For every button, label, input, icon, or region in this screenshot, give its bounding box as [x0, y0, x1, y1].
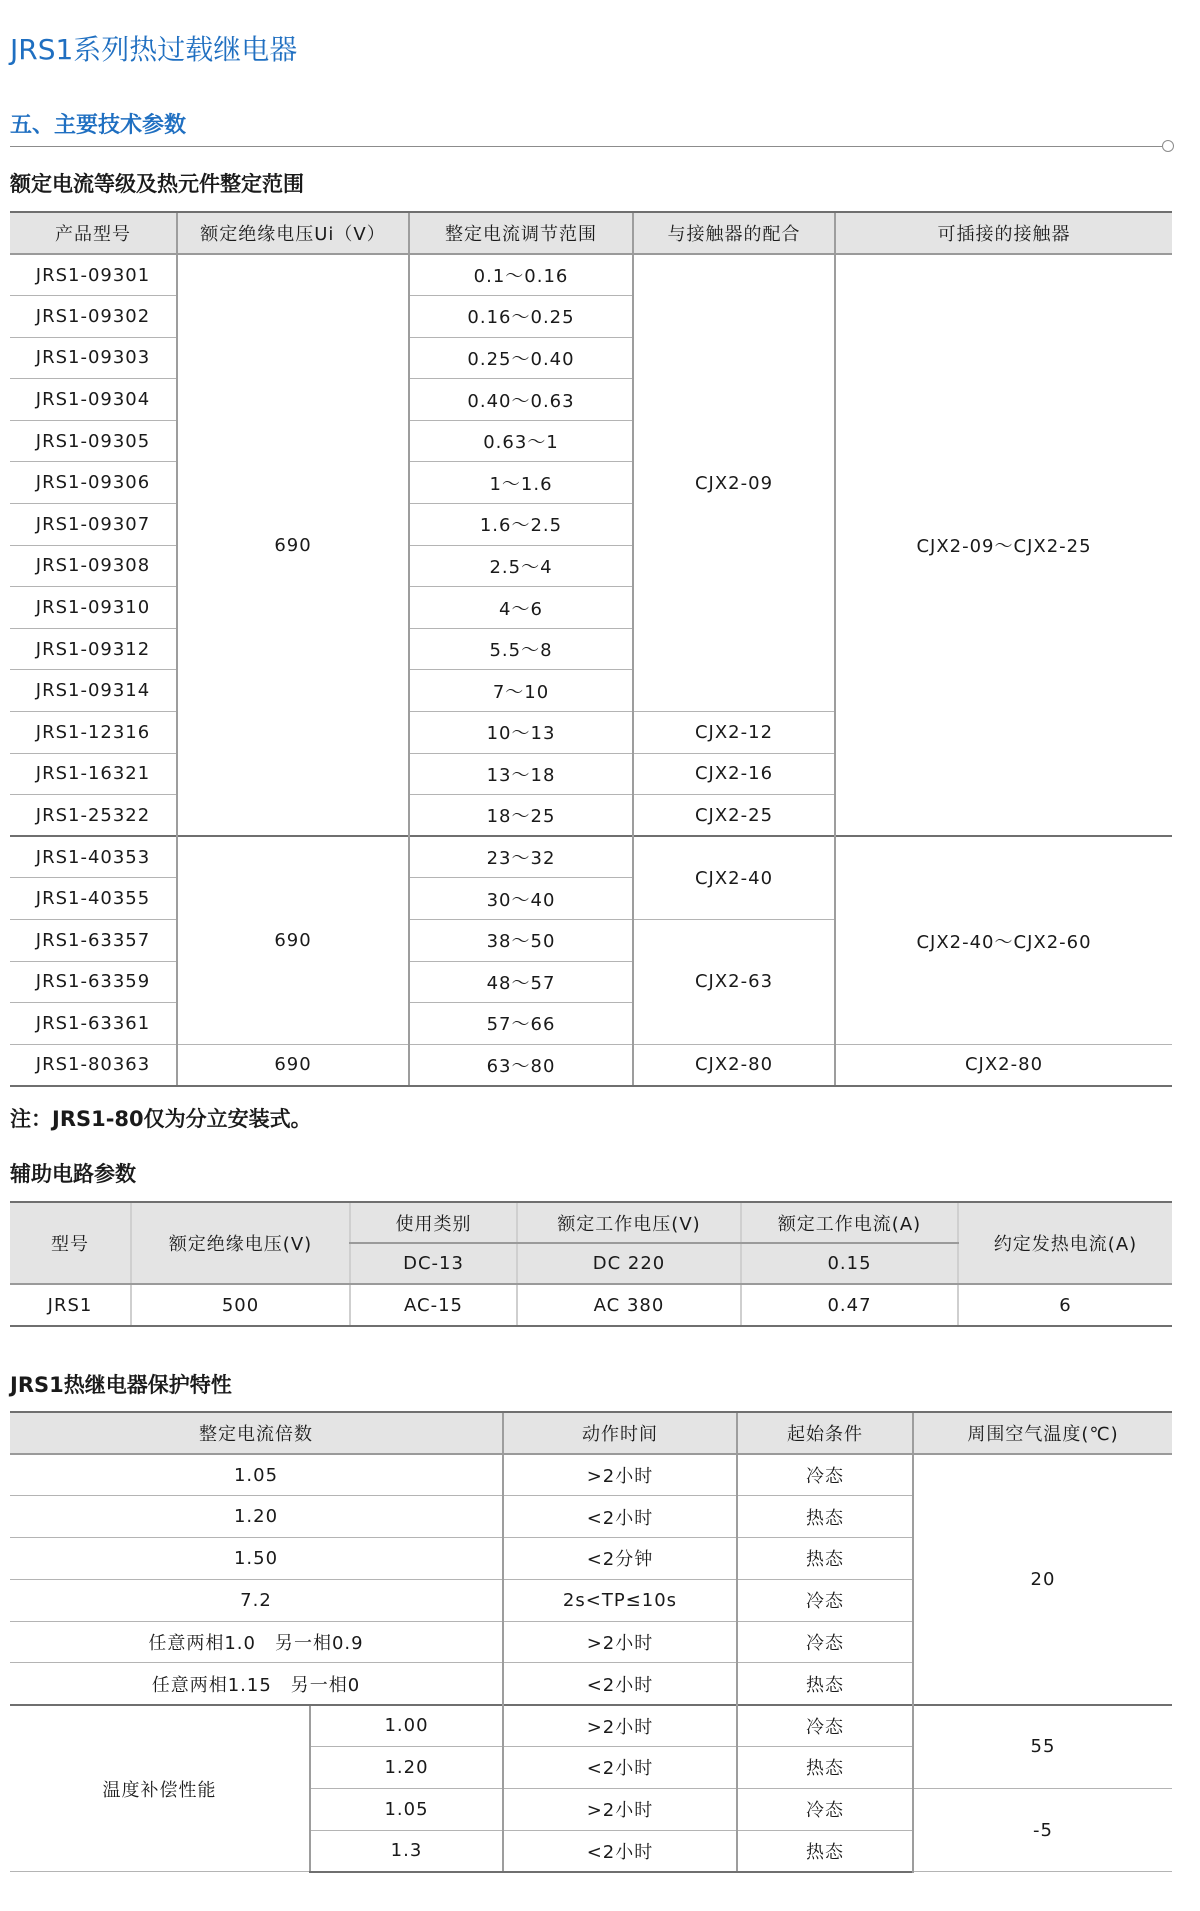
aux-header-work-current: 额定工作电流(A)	[741, 1202, 958, 1243]
aux-circuit-table	[10, 1201, 1172, 1327]
model-cell: JRS1-80363	[10, 1044, 177, 1086]
prot-time-cell: <2小时	[503, 1663, 737, 1705]
page-title: JRS1系列热过载继电器	[10, 33, 298, 66]
aux-header-work-voltage: 额定工作电压(V)	[517, 1202, 741, 1243]
rating-table	[10, 211, 1172, 1087]
range-cell: 4～6	[409, 587, 633, 629]
range-cell: 0.63～1	[409, 420, 633, 462]
aux-ins-voltage-cell: 500	[131, 1284, 350, 1326]
range-cell: 2.5～4	[409, 545, 633, 587]
pluggable-cell: CJX2-09～CJX2-25	[835, 254, 1172, 836]
range-cell: 18～25	[409, 795, 633, 837]
prot-multiple-cell: 任意两相1.0 另一相0.9	[10, 1621, 503, 1663]
model-cell: JRS1-16321	[10, 753, 177, 795]
aux-heat-current-cell: 6	[958, 1284, 1172, 1326]
col-header-range: 整定电流调节范围	[409, 212, 633, 254]
range-cell: 10～13	[409, 712, 633, 754]
contactor-cell: CJX2-16	[633, 753, 835, 795]
range-cell: 23～32	[409, 836, 633, 878]
col-header-pluggable: 可插接的接触器	[835, 212, 1172, 254]
prot-multiple-cell: 1.3	[310, 1830, 503, 1872]
prot-multiple-cell: 1.20	[10, 1496, 503, 1538]
model-cell: JRS1-09306	[10, 462, 177, 504]
contactor-cell: CJX2-40	[633, 836, 835, 919]
prot-time-cell: 2s<TP≤10s	[503, 1579, 737, 1621]
prot-state-cell: 冷态	[737, 1621, 913, 1663]
model-cell: JRS1-09310	[10, 587, 177, 629]
prot-state-cell: 冷态	[737, 1788, 913, 1830]
range-cell: 0.40～0.63	[409, 379, 633, 421]
prot-header-time: 动作时间	[503, 1412, 737, 1454]
model-cell: JRS1-12316	[10, 712, 177, 754]
prot-state-cell: 热态	[737, 1538, 913, 1580]
prot-time-cell: >2小时	[503, 1621, 737, 1663]
col-header-voltage: 额定绝缘电压Ui（V）	[177, 212, 409, 254]
contactor-cell: CJX2-80	[633, 1044, 835, 1086]
model-cell: JRS1-09304	[10, 379, 177, 421]
model-cell: JRS1-09312	[10, 628, 177, 670]
range-cell: 1.6～2.5	[409, 504, 633, 546]
divider-end-circle-icon	[1162, 140, 1174, 152]
aux-dc-current: 0.15	[741, 1243, 958, 1284]
model-cell: JRS1-40355	[10, 878, 177, 920]
table3-title: JRS1热继电器保护特性	[10, 1373, 232, 1397]
model-cell: JRS1-09308	[10, 545, 177, 587]
aux-work-voltage-cell: AC 380	[517, 1284, 741, 1326]
aux-work-current-cell: 0.47	[741, 1284, 958, 1326]
prot-header-multiple: 整定电流倍数	[10, 1412, 503, 1454]
prot-time-cell: >2小时	[503, 1788, 737, 1830]
model-cell: JRS1-09303	[10, 337, 177, 379]
voltage-cell: 690	[177, 1044, 409, 1086]
prot-multiple-cell: 1.05	[10, 1454, 503, 1496]
range-cell: 5.5～8	[409, 628, 633, 670]
prot-time-cell: <2小时	[503, 1496, 737, 1538]
aux-header-model: 型号	[10, 1202, 131, 1284]
model-cell: JRS1-63357	[10, 920, 177, 962]
footnote: 注：JRS1-80仅为分立安装式。	[10, 1107, 312, 1131]
range-cell: 48～57	[409, 961, 633, 1003]
prot-multiple-cell: 任意两相1.15 另一相0	[10, 1663, 503, 1705]
aux-model-cell: JRS1	[10, 1284, 131, 1326]
range-cell: 1～1.6	[409, 462, 633, 504]
range-cell: 13～18	[409, 753, 633, 795]
protection-table	[10, 1411, 1172, 1873]
prot-state-cell: 热态	[737, 1496, 913, 1538]
model-cell: JRS1-25322	[10, 795, 177, 837]
model-cell: JRS1-09302	[10, 296, 177, 338]
section-divider	[10, 146, 1162, 147]
prot-state-cell: 冷态	[737, 1705, 913, 1747]
prot-time-cell: <2小时	[503, 1830, 737, 1872]
prot-state-cell: 冷态	[737, 1579, 913, 1621]
contactor-cell: CJX2-09	[633, 254, 835, 712]
prot-multiple-cell: 1.00	[310, 1705, 503, 1747]
range-cell: 0.25～0.40	[409, 337, 633, 379]
aux-header-category: 使用类别	[350, 1202, 517, 1243]
section-heading: 五、主要技术参数	[10, 113, 187, 138]
prot-time-cell: <2分钟	[503, 1538, 737, 1580]
model-cell: JRS1-63359	[10, 961, 177, 1003]
pluggable-cell: CJX2-40～CJX2-60	[835, 836, 1172, 1044]
aux-dc-category: DC-13	[350, 1243, 517, 1284]
range-cell: 0.16～0.25	[409, 296, 633, 338]
col-header-contactor: 与接触器的配合	[633, 212, 835, 254]
pluggable-cell: CJX2-80	[835, 1044, 1172, 1086]
aux-category-cell: AC-15	[350, 1284, 517, 1326]
model-cell: JRS1-09305	[10, 420, 177, 462]
table2-title: 辅助电路参数	[10, 1162, 136, 1186]
contactor-cell: CJX2-12	[633, 712, 835, 754]
prot-temp-cell: 55	[913, 1705, 1172, 1789]
prot-state-cell: 热态	[737, 1747, 913, 1789]
prot-time-cell: >2小时	[503, 1454, 737, 1496]
range-cell: 0.1～0.16	[409, 254, 633, 296]
voltage-cell: 690	[177, 836, 409, 1044]
prot-multiple-cell: 1.05	[310, 1788, 503, 1830]
range-cell: 57～66	[409, 1003, 633, 1045]
table1-title: 额定电流等级及热元件整定范围	[10, 172, 304, 196]
aux-header-heat-current: 约定发热电流(A)	[958, 1202, 1172, 1284]
prot-multiple-cell: 1.50	[10, 1538, 503, 1580]
prot-state-cell: 热态	[737, 1830, 913, 1872]
prot-state-cell: 冷态	[737, 1454, 913, 1496]
model-cell: JRS1-63361	[10, 1003, 177, 1045]
prot-multiple-cell: 1.20	[310, 1747, 503, 1789]
model-cell: JRS1-09307	[10, 504, 177, 546]
contactor-cell: CJX2-63	[633, 920, 835, 1045]
prot-time-cell: >2小时	[503, 1705, 737, 1747]
prot-temp-cell: -5	[913, 1788, 1172, 1872]
aux-dc-voltage: DC 220	[517, 1243, 741, 1284]
prot-time-cell: <2小时	[503, 1747, 737, 1789]
range-cell: 30～40	[409, 878, 633, 920]
prot-multiple-cell: 7.2	[10, 1579, 503, 1621]
contactor-cell: CJX2-25	[633, 795, 835, 837]
model-cell: JRS1-40353	[10, 836, 177, 878]
range-cell: 38～50	[409, 920, 633, 962]
temp-compensation-label: 温度补偿性能	[10, 1705, 310, 1872]
voltage-cell: 690	[177, 254, 409, 836]
prot-header-state: 起始条件	[737, 1412, 913, 1454]
model-cell: JRS1-09301	[10, 254, 177, 296]
range-cell: 63～80	[409, 1044, 633, 1086]
prot-temp-cell: 20	[913, 1454, 1172, 1705]
aux-header-ins-voltage: 额定绝缘电压(V)	[131, 1202, 350, 1284]
prot-state-cell: 热态	[737, 1663, 913, 1705]
model-cell: JRS1-09314	[10, 670, 177, 712]
prot-header-temp: 周围空气温度(℃)	[913, 1412, 1172, 1454]
range-cell: 7～10	[409, 670, 633, 712]
col-header-model: 产品型号	[10, 212, 177, 254]
